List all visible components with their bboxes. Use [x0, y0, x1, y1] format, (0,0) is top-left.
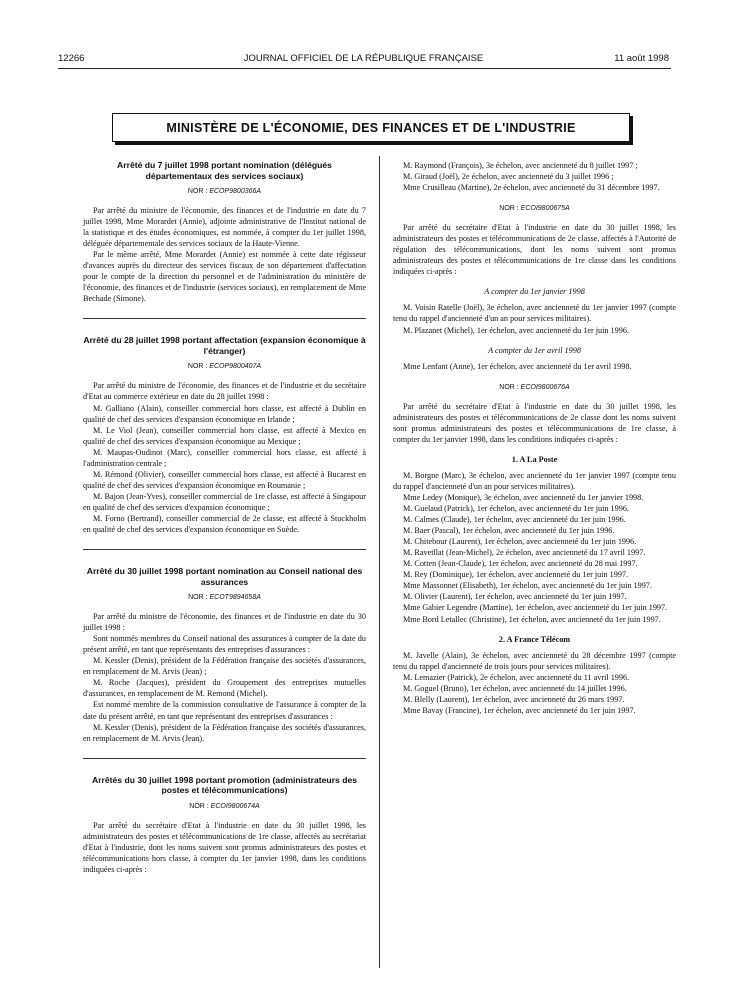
paragraph: M. Kessler (Denis), président de la Fédération française des sociétés d'assurances, en remplacement de M. Arvis (Jean) ; [83, 656, 366, 677]
paragraph: Par arrêté du ministre de l'économie, des finances et de l'industrie en date du 7 juillet 1998, Mme Morardet (Annie), adjointe administrative de l'Institut national de la statistique et des études économiques, est nommée, à compter du 1er juillet 1998, déléguée départementale des services sociaux de la Haute-Vienne. [83, 206, 366, 249]
nor-label: NOR : [187, 188, 208, 195]
arrete-title: Arrêté du 7 juillet 1998 portant nomination (délégués départementaux des services sociaux) [117, 160, 332, 181]
paragraph: M. Giraud (Joël), 2e échelon, avec ancienneté du 3 juillet 1996 ; [403, 172, 614, 182]
section-heading: 2. A France Télécom [498, 634, 571, 644]
arrete-section [83, 335, 366, 535]
nor-code: ECOI9800675A [520, 205, 570, 213]
nor-code: ECOT9894658A [209, 594, 261, 602]
paragraph: Mme Ledey (Monique), 3e échelon, avec ancienneté du 1er janvier 1998. [403, 492, 644, 502]
arrete-title: Arrêté du 28 juillet 1998 portant affectation (expansion économique à l'étranger) [83, 335, 366, 356]
nor-label: NOR : [499, 383, 519, 391]
section-separator [83, 758, 366, 759]
nor-reference [83, 187, 366, 196]
ministry-title: MINISTÈRE DE L'ÉCONOMIE, DES FINANCES ET DE L'INDUSTRIE [166, 120, 576, 135]
nor-code: ECOI9800676A [520, 383, 570, 391]
left-column [83, 160, 366, 875]
paragraph: M. Forno (Bertrand), conseiller commercial de 2e classe, est affecté à Stockholm en qualité de chef des services d'expansion économique en Suède. [83, 513, 366, 535]
paragraph: M. Ravetllat (Jean-Michel), 2e échelon, avec ancienneté du 17 avril 1997. [403, 548, 646, 558]
paragraph: M. Raymond (François), 3e échelon, avec ancienneté du 8 juillet 1997 ; [403, 161, 638, 170]
nor-reference [393, 204, 676, 213]
arrete-section [83, 775, 366, 875]
paragraph: Par arrêté du ministre de l'économie, des finances et de l'industrie et du secrétaire d'Etat au commerce extérieur en date du 28 juillet 1998 : [83, 381, 366, 402]
arrete-section [83, 160, 366, 304]
paragraph: Est nommé membre de la commission consultative de l'assurance à compter de la date du présent arrêté, en tant que représentant des entreprises d'assurances : [83, 700, 366, 721]
paragraph: M. Voisin Ratelle (Joël), 3e échelon, avec ancienneté du 1er janvier 1997 (compte tenu du rappel d'ancienneté d'un an pour services militaires). [393, 303, 676, 324]
paragraph: M. Goguel (Bruno), 1er échelon, avec ancienneté du 14 juillet 1996. [403, 683, 627, 693]
section-separator [83, 318, 366, 319]
subheading: A compter du 1er avril 1998 [488, 345, 581, 355]
paragraph: M. Calmes (Claude), 1er échelon, avec ancienneté du 1er juin 1996. [403, 515, 626, 525]
issue-date: 11 août 1998 [614, 53, 669, 64]
paragraph: M. Olivier (Laurent), 1er échelon, avec ancienneté du 1er juin 1997. [403, 592, 627, 602]
paragraph: M. Le Viol (Jean), conseiller commercial hors classe, est affecté à Mexico en qualité de chef des services d'expansion économique au Mexique ; [83, 425, 366, 446]
section-separator [83, 549, 366, 550]
right-column [393, 160, 676, 716]
nor-reference [83, 593, 366, 602]
journal-title: JOURNAL OFFICIEL DE LA RÉPUBLIQUE FRANÇAISE [243, 53, 484, 64]
paragraph: M. Rey (Dominique), 1er échelon, avec ancienneté du 1er juin 1997. [403, 570, 629, 580]
page-number: 12266 [58, 53, 85, 64]
paragraph: Par le même arrêté, Mme Morardet (Annie) est nommée à cette date régisseur d'avances auprès du directeur des services fiscaux de son département d'affectation pour le compte de la direction du personnel et de l'administration du ministère de l'économie, des finances et de l'industrie (services sociaux), en remplacement de Mme Bechade (Simone). [83, 250, 366, 304]
paragraph: M. Baer (Pascal), 1er échelon, avec ancienneté du 1er juin 1996. [403, 526, 615, 536]
header-rule [58, 68, 671, 69]
paragraph: Mme Bavay (Francine), 1er échelon, avec ancienneté du 1er juin 1997. [403, 705, 636, 715]
paragraph: Par arrêté du secrétaire d'Etat à l'industrie en date du 30 juillet 1998, les administrateurs des postes et télécommunications de 2e classe, affectés à l'Autorité de régulation des télécommunications, dont les noms suivent sont promus administrateurs des postes et télécommunications de 1re classe dans les conditions indiquées ci-après : [393, 223, 676, 277]
paragraph: M. Blelly (Laurent), 1er échelon, avec ancienneté du 26 mars 1997. [403, 694, 625, 704]
nor-label: NOR : [189, 802, 209, 810]
nor-reference [393, 383, 676, 392]
paragraph: Mme Gabier Legendre (Martine), 1er échelon, avec ancienneté du 1er juin 1997. [403, 603, 668, 613]
paragraph: Mme Massonnet (Elisabeth), 1er échelon, avec ancienneté du 1er juin 1997. [403, 581, 652, 591]
paragraph: M. Bajon (Jean-Yves), conseiller commercial de 1re classe, est affecté à Singapour en qualité de chef des services d'expansion économique ; [83, 491, 366, 512]
column-divider [379, 156, 380, 968]
paragraph: M. Kessler (Denis), président de la Fédération française des sociétés d'assurances, en remplacement de M. Arvis (Jean). [83, 722, 366, 743]
subheading: A compter du 1er janvier 1998 [484, 287, 585, 297]
nor-code: ECOP9800407A [209, 363, 262, 371]
paragraph: M. Galliano (Alain), conseiller commercial hors classe, est affecté à Dublin en qualité de chef des services d'expansion économique en Irlande ; [83, 403, 366, 424]
nor-reference [83, 362, 366, 371]
arrete-title: Arrêtés du 30 juillet 1998 portant promotion (administrateurs des postes et télécommunications) [91, 774, 358, 796]
paragraph: Par arrêté du ministre de l'économie, des finances et de l'industrie en date du 30 juillet 1998 : [83, 612, 366, 633]
nor-label: NOR : [188, 594, 208, 602]
ministry-title-box [112, 113, 630, 142]
paragraph: M. Rémond (Olivier), conseiller commercial hors classe, est affecté à Bucarest en qualité de chef des services d'expansion économique en Roumanie ; [83, 469, 366, 490]
nor-code: ECOI9800674A [210, 802, 260, 810]
nor-label: NOR : [187, 363, 208, 371]
paragraph: Mme Bord Letallec (Christine), 1er échelon, avec ancienneté du 1er juin 1997. [403, 614, 661, 624]
nor-reference [83, 802, 366, 811]
paragraph: Par arrêté du secrétaire d'Etat à l'industrie en date du 30 juillet 1998, les administrateurs des postes et télécommunications de 2e classe dont les noms suivent sont promus administrateurs des postes et télécommunications de 1re classe, à compter du 1er janvier 1998, dans les conditions indiquées ci-après : [393, 401, 676, 444]
paragraph: Sont nommés membres du Conseil national des assurances à compter de la date du présent arrêté, en tant que représentants des entreprises d'assurances : [83, 634, 366, 655]
nor-code: ECOP9800366A [209, 188, 262, 195]
arrete-title: Arrêté du 30 juillet 1998 portant nomination au Conseil national des assurances [86, 566, 363, 587]
arrete-section [83, 566, 366, 744]
paragraph: M. Roche (Jacques), président du Groupement des entreprises mutuelles d'assurances, en remplacement de M. Remond (Michel). [83, 678, 366, 699]
paragraph: Par arrêté du secrétaire d'Etat à l'industrie en date du 30 juillet 1998, les administrateurs des postes et télécommunications de 1re classe, affectés au secrétariat d'Etat à l'industrie, dont les noms suivent sont promus administrateurs des postes et télécommunications hors classe, à compter du 1er janvier 1998, dans les conditions indiquées ci-après : [83, 820, 366, 874]
paragraph: M. Plazanet (Michel), 1er échelon, avec ancienneté du 1er juin 1996. [403, 325, 629, 335]
paragraph: Mme Lenfant (Anne), 1er échelon, avec ancienneté du 1er avril 1998. [403, 361, 632, 371]
paragraph: M. Lemazier (Patrick), 2e échelon, avec ancienneté du 11 avril 1996. [403, 672, 630, 682]
paragraph: M. Guelaud (Patrick), 1er échelon, avec ancienneté du 1er juin 1996. [403, 504, 629, 514]
nor-label: NOR : [499, 205, 519, 213]
section-heading: 1. A La Poste [511, 454, 558, 464]
paragraph: M. Maupas-Oudinot (Marc), conseiller commercial hors classe, est affecté à l'administration centrale ; [83, 447, 366, 468]
paragraph: M. Borgne (Marc), 3e échelon, avec ancienneté du 1er janvier 1997 (compte tenu du rappel d'ancienneté d'un an pour services militaires). [393, 470, 676, 491]
page-header [58, 53, 669, 67]
paragraph: Mme Crusilleau (Martine), 2e échelon, avec ancienneté du 31 décembre 1997. [403, 183, 660, 193]
paragraph: M. Cotten (Jean-Claude), 1er échelon, avec ancienneté du 28 mai 1997. [403, 559, 638, 569]
paragraph: M. Chitebour (Laurent), 1er échelon, avec ancienneté du 1er juin 1996. [403, 537, 637, 547]
paragraph: M. Javelle (Alain), 3e échelon, avec ancienneté du 28 décembre 1997 (compte tenu du rappel d'ancienneté de trois jours pour services militaires). [393, 650, 676, 671]
